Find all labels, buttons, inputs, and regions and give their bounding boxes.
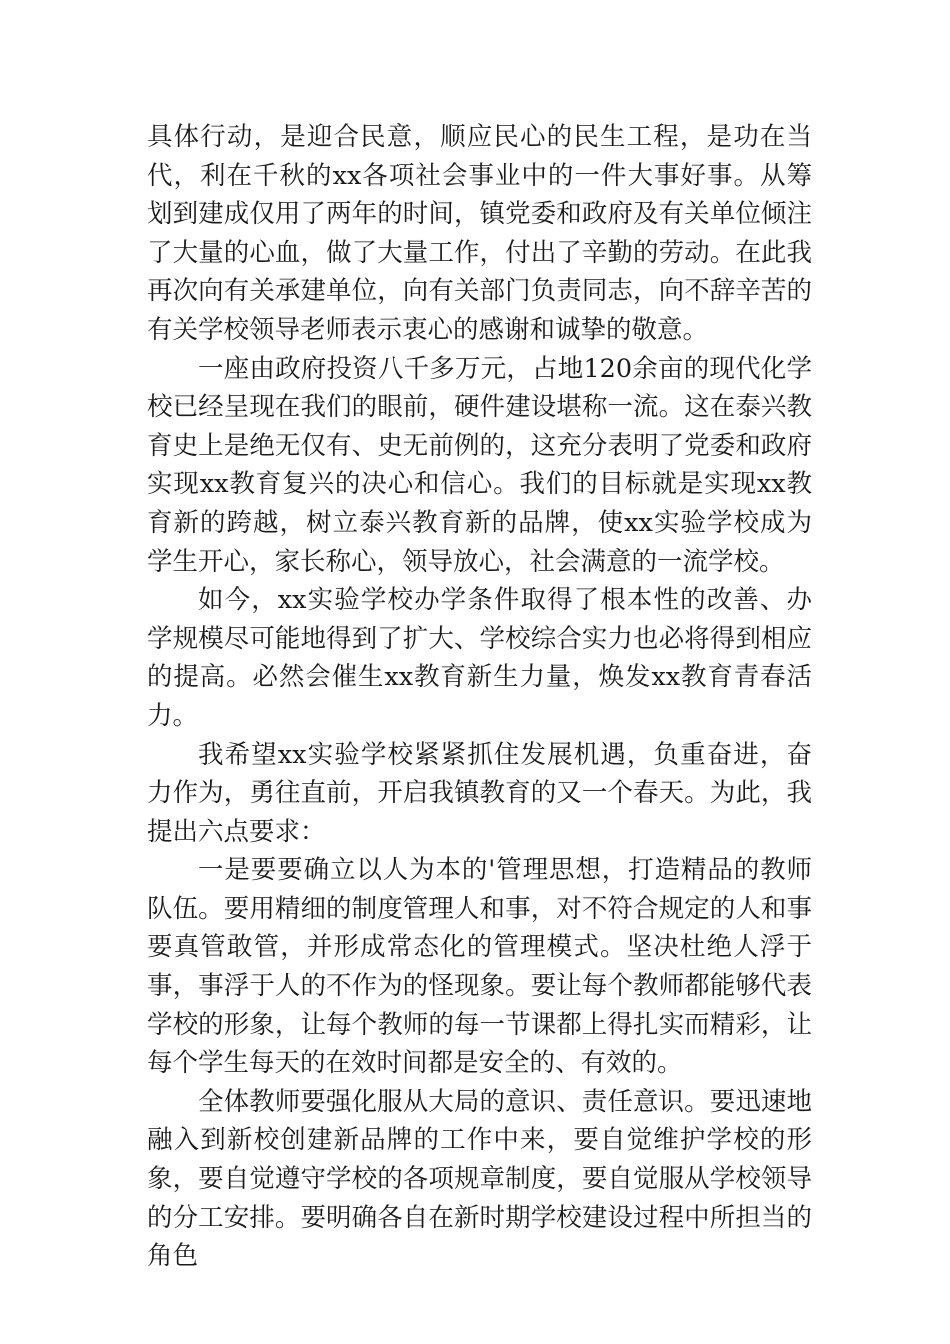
paragraph-3: 如今，xx实验学校办学条件取得了根本性的改善、办学规模尽可能地得到了扩大、学校综合实力也必将得到相应的提高。必然会催生xx教育新生力量，焕发xx教育青春活力。: [147, 585, 812, 731]
paragraph-5: 一是要要确立以人为本的'管理思想，打造精品的教师队伍。要用精细的制度管理人和事，对不符合规定的人和事要真管敢管，并形成常态化的管理模式。坚决杜绝人浮于事，事浮于人的不作为的怪现象。要让每个教师都能够代表学校的形象，让每个教师的每一节课都上得扎实而精彩，让每个学生每天的在效时间都是安全的、有效的。: [147, 855, 812, 1079]
paragraph-1: 具体行动，是迎合民意，顺应民心的民生工程，是功在当代，利在千秋的xx各项社会事业中的一件大事好事。从筹划到建成仅用了两年的时间，镇党委和政府及有关单位倾注了大量的心血，做了大量工作，付出了辛勤的劳动。在此我再次向有关承建单位，向有关部门负责同志，向不辞辛苦的有关学校领导老师表示衷心的感谢和诚挚的敬意。: [147, 122, 812, 345]
paragraph-6: 全体教师要强化服从大局的意识、责任意识。要迅速地融入到新校创建新品牌的工作中来，要自觉维护学校的形象，要自觉遵守学校的各项规章制度，要自觉服从学校领导的分工安排。要明确各自在新时期学校建设过程中所担当的角色: [147, 1086, 812, 1272]
paragraph-2: 一座由政府投资八千多万元，占地120余亩的现代化学校已经呈现在我们的眼前，硬件建设堪称一流。这在泰兴教育史上是绝无仅有、史无前例的，这充分表明了党委和政府实现xx教育复兴的决心和信心。我们的目标就是实现xx教育新的跨越，树立泰兴教育新的品牌，使xx实验学校成为学生开心，家长称心，领导放心，社会满意的一流学校。: [147, 353, 812, 577]
document-body: [147, 118, 812, 1276]
paragraph-4: 我希望xx实验学校紧紧抓住发展机遇，负重奋进，奋力作为，勇往直前，开启我镇教育的又一个春天。为此，我提出六点要求：: [147, 739, 812, 847]
